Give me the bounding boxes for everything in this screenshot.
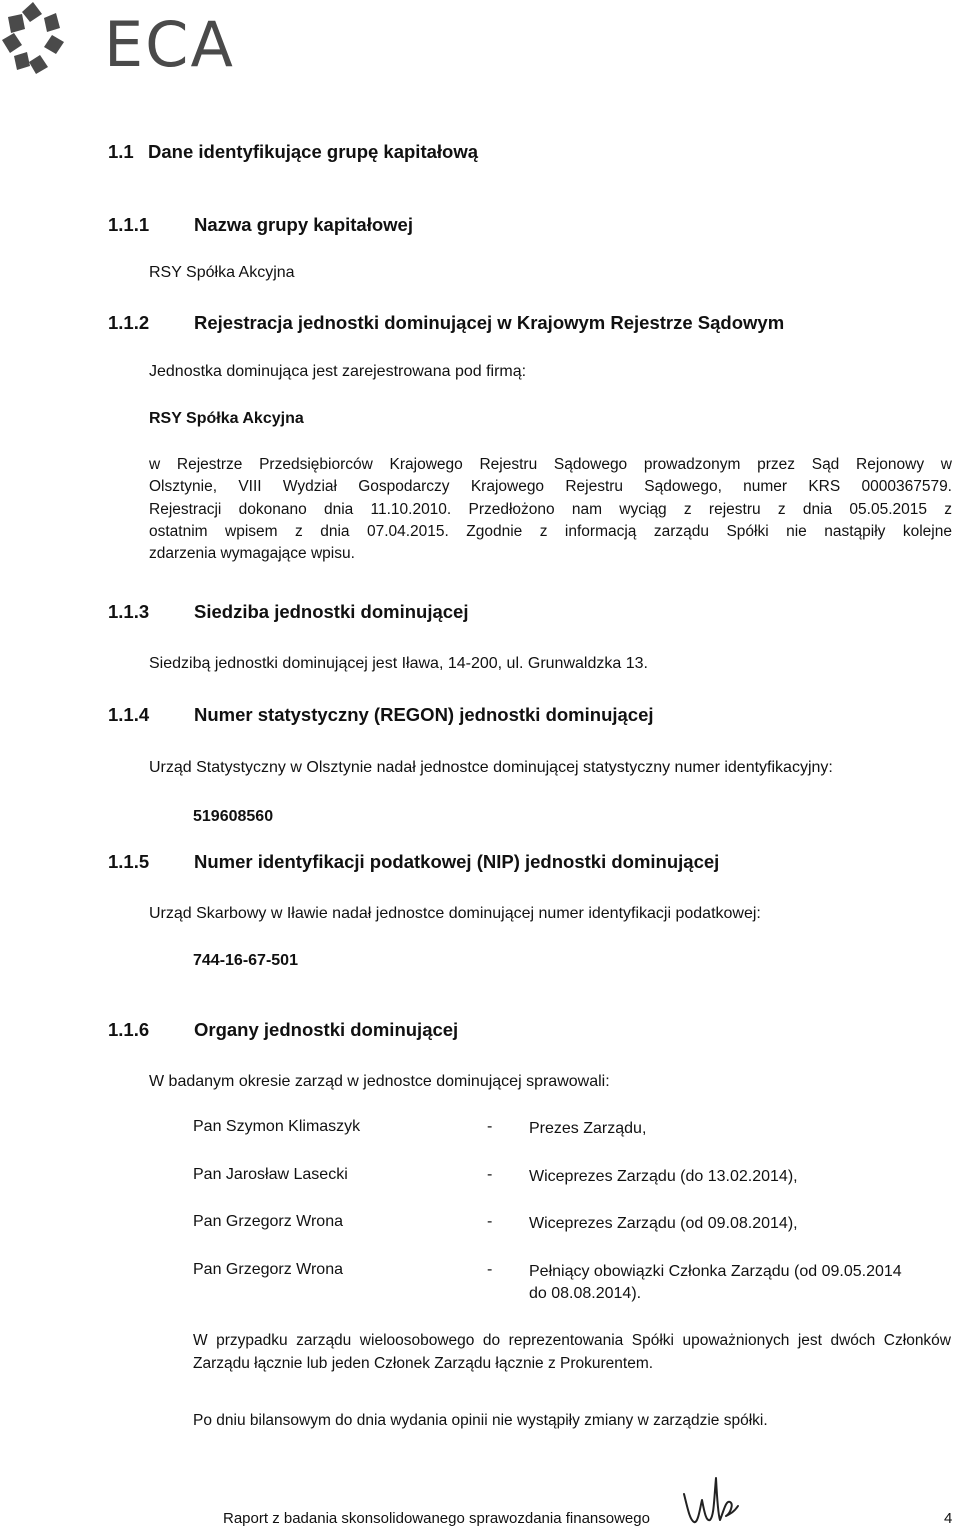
subsection-number: 1.1.4 [108, 704, 150, 725]
board-member-dash: - [487, 1166, 493, 1183]
section-number: 1.1 [108, 141, 134, 162]
regon-number: 519608560 [193, 808, 274, 825]
page-number: 4 [944, 1510, 953, 1527]
board-member-name: Pan Szymon Klimaszyk [193, 1118, 361, 1135]
subsection-heading-1-1-4 [108, 704, 908, 728]
logo-star-icon [2, 2, 64, 74]
board-member-dash: - [487, 1118, 493, 1135]
subsection-title: Nazwa grupy kapitałowej [194, 214, 413, 235]
subsection-heading-1-1-1 [108, 214, 908, 238]
nip-text: Urząd Skarbowy w Iławie nadał jednostce dominującej numer identyfikacji podatkowej: [149, 905, 761, 922]
registration-line: ostatnim wpisem z dnia 07.04.2015. Zgodnie z informacją zarządu Spółki nie nastąpiły kolejne [149, 523, 952, 540]
section-title: Dane identyfikujące grupę kapitałową [148, 141, 479, 162]
registration-line: zdarzenia wymagające wpisu. [149, 545, 355, 562]
headquarters-text: Siedzibą jednostki dominującej jest Iława, 14-200, ul. Grunwaldzka 13. [149, 655, 648, 672]
subsection-heading-1-1-2 [108, 312, 938, 336]
board-member-name: Pan Grzegorz Wrona [193, 1261, 343, 1278]
subsection-number: 1.1.1 [108, 214, 150, 235]
board-member-name: Pan Grzegorz Wrona [193, 1213, 343, 1230]
footer-report-title: Raport z badania skonsolidowanego sprawozdania finansowego [223, 1510, 650, 1527]
post-balance-paragraph: Po dniu bilansowym do dnia wydania opinii nie wystąpiły zmiany w zarządzie spółki. [193, 1412, 768, 1429]
board-member-dash: - [487, 1213, 493, 1230]
subsection-number: 1.1.3 [108, 601, 150, 622]
subsection-heading-1-1-3 [108, 601, 908, 625]
subsection-title: Rejestracja jednostki dominującej w Krajowym Rejestrze Sądowym [194, 312, 785, 333]
registration-line: Rejestracji dokonano dnia 11.10.2010. Przedłożono nam wyciąg z rejestru z dnia 05.05.2015 z [149, 501, 952, 518]
eca-logo [0, 0, 240, 80]
board-member-dash: - [487, 1261, 493, 1278]
section-heading [108, 141, 478, 163]
board-member-role-continued: do 08.08.2014). [529, 1285, 642, 1302]
regon-text: Urząd Statystyczny w Olsztynie nadał jednostce dominującej statystyczny numer identyfikacyjny: [149, 759, 833, 776]
logo-text: ECA [104, 8, 235, 80]
subsection-number: 1.1.5 [108, 851, 150, 872]
board-member-name: Pan Jarosław Lasecki [193, 1166, 348, 1183]
company-name: RSY Spółka Akcyjna [149, 410, 304, 427]
board-member-role: Wiceprezes Zarządu (do 13.02.2014), [529, 1168, 798, 1185]
subsection-title: Numer identyfikacji podatkowej (NIP) jednostki dominującej [194, 851, 720, 872]
board-member-role: Wiceprezes Zarządu (od 09.08.2014), [529, 1215, 798, 1232]
representation-paragraph: W przypadku zarządu wieloosobowego do reprezentowania Spółki upoważnionych jest dwóch Członków Zarządu łącznie lub jeden Członek Zarządu łącznie z Prokurentem. [193, 1332, 951, 1372]
subsection-number: 1.1.2 [108, 312, 150, 333]
subsection-title: Organy jednostki dominującej [194, 1019, 459, 1040]
subsection-number: 1.1.6 [108, 1019, 150, 1040]
registration-line: Olsztynie, VIII Wydział Gospodarczy Krajowego Rejestru Sądowego, numer KRS 0000367579. [149, 478, 952, 495]
subsection-title: Siedziba jednostki dominującej [194, 601, 469, 622]
board-member-role: Prezes Zarządu, [529, 1120, 647, 1137]
subsection-heading-1-1-6 [108, 1019, 908, 1043]
subsection-heading-1-1-5 [108, 851, 908, 875]
signature-icon [680, 1470, 740, 1528]
registration-line: w Rejestrze Przedsiębiorców Krajowego Rejestru Sądowego prowadzonym przez Sąd Rejonowy w [149, 456, 952, 473]
registration-intro: Jednostka dominująca jest zarejestrowana pod firmą: [149, 363, 527, 380]
subsection-title: Numer statystyczny (REGON) jednostki dominującej [194, 704, 654, 725]
board-member-role: Pełniący obowiązki Członka Zarządu (od 09.05.2014 [529, 1263, 902, 1280]
group-name: RSY Spółka Akcyjna [149, 264, 295, 281]
nip-number: 744-16-67-501 [193, 952, 298, 969]
board-intro: W badanym okresie zarząd w jednostce dominującej sprawowali: [149, 1073, 610, 1090]
